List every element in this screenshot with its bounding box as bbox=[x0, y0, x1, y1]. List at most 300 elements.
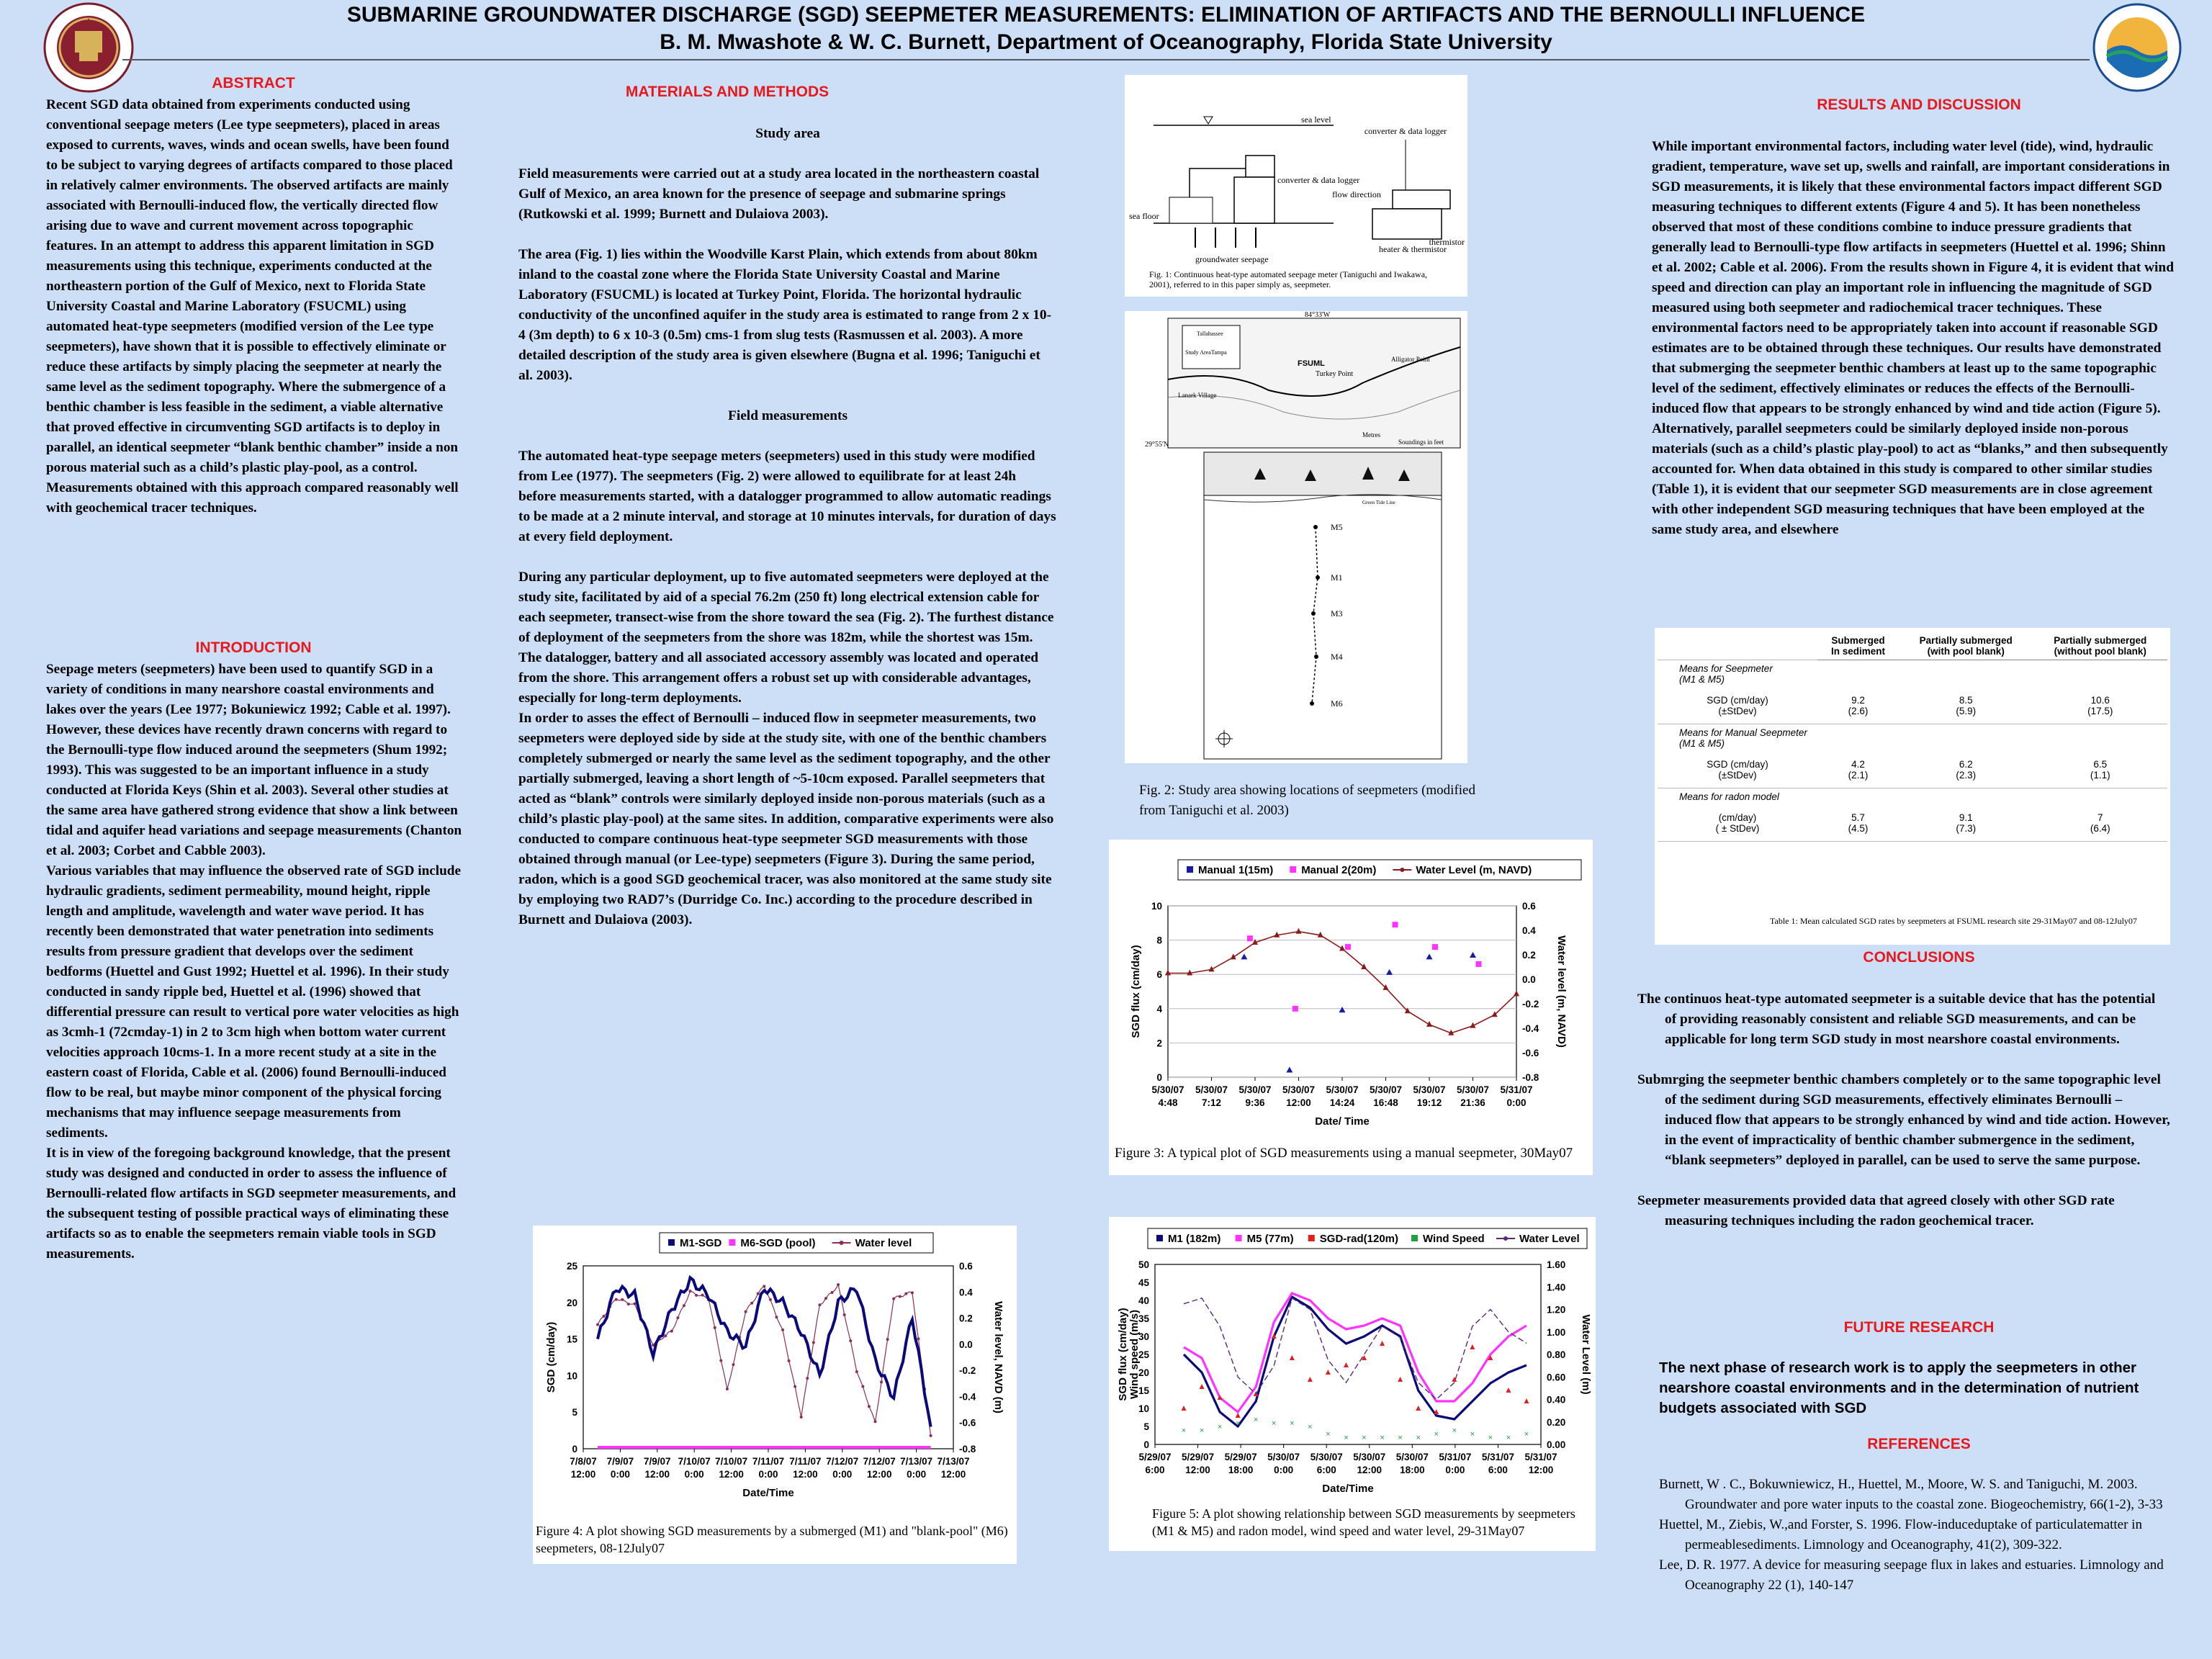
data-point-water-level bbox=[886, 1338, 889, 1341]
x-tick-label: 5/30/07 bbox=[1282, 1084, 1316, 1095]
x-tick-label: 5/30/07 bbox=[1238, 1084, 1272, 1095]
field-paragraph: During any particular deployment, up to five automated seepmeters were deployed at the study site, facilitated by aid of a special 76.2m (250 ft) long electrical extension cable for each seepmeter, transect-wise from the shore toward the sea (Fig. 2). The furthest distance of deployment of the seepmeters from the shore was 182m, while the shortest was 15m. The datalogger, battery and all associated accessory assembly was located and operated from the shore. This arrangement offers a robust set up with considerable advantages, especially for long-term deployments. bbox=[518, 570, 1054, 706]
x-tick-label: 7/13/07 bbox=[937, 1456, 970, 1467]
figure-3-panel bbox=[1109, 840, 1593, 1175]
y2-axis-label: Water level, NAVD (m) bbox=[992, 1301, 1004, 1413]
x-tick-label: 0:00 bbox=[832, 1469, 853, 1480]
map-label: Tallahassee bbox=[1197, 331, 1223, 337]
table-row-label: SGD (cm/day) (±StDev) bbox=[1707, 695, 1768, 716]
y2-tick-label: -0.6 bbox=[1522, 1048, 1539, 1058]
x-tick-label: 0:00 bbox=[907, 1469, 927, 1480]
fig1-label: thermistor bbox=[1429, 237, 1465, 247]
data-point-water-level bbox=[615, 1298, 618, 1301]
data-point-manual-2 bbox=[1345, 944, 1351, 950]
legend-label: Wind Speed bbox=[1423, 1233, 1485, 1245]
data-point-manual-2 bbox=[1393, 922, 1398, 927]
x-tick-label: 12:00 bbox=[1286, 1097, 1311, 1108]
x-tick-label: 16:48 bbox=[1373, 1097, 1398, 1108]
data-point-wind-speed: × bbox=[1290, 1419, 1295, 1428]
map-label: 84°33'W bbox=[1305, 311, 1331, 319]
data-point-manual-2 bbox=[1432, 944, 1438, 950]
data-point-water-level bbox=[683, 1304, 685, 1307]
field-paragraph: The automated heat-type seepage meters (seepmeters) used in this study were modified from Lee (1977). The seepmeters (Fig. 2) were allowed to equilibrate for at least 24h before measurements started, with a datalogger programmed to allow automatic readings to be made at a 2 minute interval, and storage at 10 minutes intervals, for duration of days at every field deployment. bbox=[518, 449, 1056, 544]
legend-label: M1-SGD bbox=[680, 1237, 722, 1249]
conclusions-heading: CONCLUSIONS bbox=[1863, 949, 1975, 966]
figure-2-caption: Fig. 2: Study area showing locations of seepmeters (modified from Taniguchi et al. 2003) bbox=[1139, 783, 1475, 818]
data-point-water-level bbox=[818, 1303, 821, 1306]
y-tick-label: 0 bbox=[1156, 1072, 1162, 1083]
data-point-manual-2 bbox=[1292, 1006, 1298, 1012]
table-header-cell: Submerged In sediment bbox=[1817, 632, 1899, 660]
y-tick-label: 10 bbox=[566, 1370, 577, 1382]
legend-label: M1 (182m) bbox=[1168, 1233, 1221, 1245]
x-tick-label: 7/12/07 bbox=[826, 1456, 859, 1467]
data-point-water-level bbox=[695, 1294, 698, 1297]
x-tick-label: 7/11/07 bbox=[789, 1456, 822, 1467]
y2-tick-label: -0.4 bbox=[1522, 1023, 1539, 1034]
legend-swatch bbox=[1156, 1235, 1163, 1241]
table-row bbox=[1658, 805, 2167, 842]
x-tick-label: 7/12/07 bbox=[863, 1456, 896, 1467]
map-label: Alligator Point bbox=[1391, 356, 1430, 363]
study-area-heading: Study area bbox=[755, 126, 820, 141]
introduction-paragraph: Seepage meters (seepmeters) have been used to quantify SGD in a variety of conditions in many nearshore coastal environments and lakes over the years (Lee 1977; Bokuniewicz 1992; Cable et al. 1997). However, these devices have recently drawn concerns with regard to the Bernoulli-type flow induced around the seepmeters (Shum 1992; 1993). This was suggested to be an important influence in a study conducted at Florida Keys (Shin et al. 2003). Several other studies at the same area have gathered strong evidence that show a link between tidal and aquifer head variations and seepage measurements (Chanton et al. 2003; Corbet and Cabble 2003). bbox=[46, 662, 462, 858]
y2-tick-label: 0.2 bbox=[959, 1313, 973, 1324]
fig1-label: sea floor bbox=[1129, 211, 1159, 221]
x-tick-label: 5/31/07 bbox=[1500, 1084, 1533, 1095]
map-label: 29°55'N bbox=[1145, 441, 1169, 449]
y-axis-label: SGD flux (cm/day) bbox=[1117, 1308, 1129, 1401]
data-point-water-level bbox=[917, 1337, 920, 1340]
map-label: Lanark Village bbox=[1178, 392, 1217, 399]
y2-tick-label: 0.6 bbox=[959, 1261, 973, 1272]
data-point-wind-speed: × bbox=[1434, 1430, 1439, 1439]
y2-tick-label: 1.20 bbox=[1547, 1304, 1566, 1316]
x-tick-label: 12:00 bbox=[570, 1469, 596, 1480]
data-point-water-level bbox=[719, 1359, 722, 1362]
x-tick-label: 12:00 bbox=[1357, 1465, 1382, 1475]
x-tick-label: 14:24 bbox=[1329, 1097, 1355, 1108]
data-point-water-level bbox=[899, 1295, 902, 1298]
x-tick-label: 5/30/07 bbox=[1369, 1084, 1403, 1095]
table-row bbox=[1658, 752, 2167, 788]
y2-tick-label: 0.00 bbox=[1547, 1439, 1566, 1450]
y-tick-label: 10 bbox=[1138, 1403, 1149, 1414]
data-point-wind-speed: × bbox=[1217, 1423, 1223, 1431]
data-point-water-level bbox=[689, 1290, 692, 1292]
x-tick-label: 0:00 bbox=[610, 1469, 630, 1480]
abstract-text bbox=[46, 95, 462, 518]
references-list bbox=[1659, 1475, 2180, 1596]
data-point-water-level bbox=[757, 1292, 760, 1295]
data-point-water-level bbox=[732, 1363, 734, 1366]
figure-3-chart bbox=[1109, 840, 1593, 1175]
y2-tick-label: -0.8 bbox=[1522, 1072, 1539, 1083]
table-group-row bbox=[1658, 724, 2167, 752]
map-label: Study Area bbox=[1185, 349, 1211, 356]
map-label: Tampa bbox=[1211, 349, 1227, 356]
table-cell: 7 (6.4) bbox=[2090, 812, 2110, 834]
introduction-paragraph: Various variables that may influence the observed rate of SGD include hydraulic gradients, sediment permeability, mound height, ripple length and amplitude, wavelength and water wave period. It has recently been demonstrated that water penetration into sediments results from pressure gradient that develops over the sediment bedforms (Huettel and Gust 1992; Huettel et al. 1996). In their study conducted in sandy ripple bed, Huettel et al. (1996) showed that differential pressure can result to vertical pore water velocities as high as 3cmh-1 (72cmday-1) in 2 to 3cm high when bottom water current velocities approach 10cms-1. In a more recent study at a site in the eastern coast of Florida, Cable et al. (2006) found Bernoulli-induced flow to be real, but maybe minor component of the physical forcing mechanisms that may influence seepage measurements from sediments. bbox=[46, 863, 461, 1141]
data-point-water-level bbox=[843, 1313, 846, 1316]
data-point-manual-2 bbox=[1476, 961, 1482, 967]
data-point-water-level bbox=[726, 1388, 729, 1390]
x-tick-label: 5/30/07 bbox=[1456, 1084, 1490, 1095]
x-tick-label: 5/31/07 bbox=[1481, 1452, 1514, 1462]
legend-swatch bbox=[729, 1239, 735, 1246]
data-point-water-level bbox=[800, 1416, 803, 1419]
x-tick-label: 5/29/07 bbox=[1224, 1452, 1257, 1462]
poster-title: SUBMARINE GROUNDWATER DISCHARGE (SGD) SEEPMETER MEASUREMENTS: ELIMINATION OF ARTIFACTS AND THE BERNOULLI INFLUENCE bbox=[346, 3, 1866, 27]
data-point-water-level bbox=[750, 1302, 753, 1305]
data-point-wind-speed: × bbox=[1488, 1434, 1493, 1442]
header-divider bbox=[122, 59, 2090, 60]
x-tick-label: 0:00 bbox=[1274, 1465, 1294, 1475]
data-point-water-level bbox=[781, 1328, 784, 1331]
legend-swatch bbox=[1236, 1235, 1242, 1241]
figure-4-caption: Figure 4: A plot showing SGD measurements by a submerged (M1) and "blank-pool" (M6) seepmeters, 08-12July07 bbox=[536, 1524, 1008, 1555]
data-point-water-level bbox=[930, 1434, 932, 1437]
data-point-water-level bbox=[892, 1298, 895, 1300]
y-axis-label: SGD (cm/day) bbox=[545, 1321, 557, 1393]
legend-swatch bbox=[1503, 1236, 1508, 1241]
x-tick-label: 5/30/07 bbox=[1267, 1452, 1300, 1462]
data-point-water-level bbox=[880, 1380, 883, 1383]
data-point-water-level bbox=[633, 1303, 636, 1305]
table-group-row bbox=[1658, 660, 2167, 688]
fig1-label: converter & data logger bbox=[1277, 175, 1360, 185]
x-tick-label: 6:00 bbox=[1145, 1465, 1165, 1475]
x-tick-label: 12:00 bbox=[793, 1469, 818, 1480]
data-point-water-level bbox=[763, 1285, 765, 1287]
figure-1-caption: Fig. 1: Continuous heat-type automated seepage meter (Taniguchi and Iwakawa, 2001), referred to in this paper simply as, seepmeter. bbox=[1149, 269, 1428, 289]
y-tick-label: 6 bbox=[1156, 969, 1162, 981]
data-point-water-level bbox=[701, 1294, 704, 1297]
y2-tick-label: -0.2 bbox=[1522, 999, 1539, 1010]
table-row-label: (cm/day) ( ± StDev) bbox=[1715, 812, 1760, 834]
legend-swatch bbox=[668, 1239, 675, 1246]
y2-tick-label: -0.4 bbox=[959, 1391, 976, 1403]
y-tick-label: 5 bbox=[572, 1407, 577, 1419]
introduction-heading: INTRODUCTION bbox=[195, 639, 312, 656]
x-tick-label: 5/30/07 bbox=[1151, 1084, 1184, 1095]
legend-label: Manual 2(20m) bbox=[1301, 864, 1377, 876]
table-header-cell: Partially submerged (with pool blank) bbox=[1899, 632, 2033, 660]
figure-5-chart bbox=[1109, 1217, 1596, 1514]
data-point-water-level bbox=[769, 1298, 772, 1301]
table-cell: 9.1 (7.3) bbox=[1956, 812, 1977, 834]
oceanography-logo bbox=[2091, 3, 2183, 92]
study-area-paragraph: The area (Fig. 1) lies within the Woodville Karst Plain, which extends from about 80km inland to the coastal zone where the Florida State University Coastal and Marine Laboratory (FSUCML) is located at Turkey Point, Florida. The horizontal hydraulic conductivity of the unconfined aquifer in the study area is estimated to range from 2 x 10-4 (3m depth) to 6 x 10-3 (0.5m) cms-1 from slug tests (Rasmussen et al. 2003). A more detailed description of the study area is given elsewhere (Bugna et al. 1996; Taniguchi et al. 2003). bbox=[518, 247, 1052, 383]
table-group-title: Means for Seepmeter (M1 & M5) bbox=[1658, 660, 2167, 688]
plot-area bbox=[1155, 1264, 1541, 1444]
y-tick-label: 50 bbox=[1138, 1259, 1149, 1270]
x-tick-label: 7/13/07 bbox=[900, 1456, 933, 1467]
data-point-manual-2 bbox=[1247, 935, 1253, 941]
y2-tick-label: 0.60 bbox=[1547, 1372, 1566, 1383]
introduction-paragraph: It is in view of the foregoing background knowledge, that the present study was designed and conducted in order to assess the influence of Bernoulli-related flow artifacts in SGD seepmeter measurements, and the subsequent testing of possible practical ways of eliminating these artifacts so as to enable the seepmeters remain viable tools in SGD measurements. bbox=[46, 1146, 457, 1262]
legend-swatch bbox=[1290, 866, 1296, 873]
data-point-water-level bbox=[670, 1330, 673, 1333]
table-cell: 4.2 (2.1) bbox=[1848, 759, 1869, 781]
methods-text bbox=[518, 124, 1057, 930]
figure-5-caption: Figure 5: A plot showing relationship between SGD measurements by seepmeters (M1 & M5) and radon model, wind speed and water level, 29-31May07 bbox=[1152, 1506, 1575, 1538]
table-row-label: SGD (cm/day) (±StDev) bbox=[1707, 759, 1768, 781]
fig1-label: converter & data logger bbox=[1364, 126, 1447, 136]
y-tick-label: 40 bbox=[1138, 1295, 1149, 1306]
table-cell: 10.6 (17.5) bbox=[2087, 695, 2113, 716]
table-header-cell bbox=[1658, 632, 1817, 660]
x-tick-label: 5/30/07 bbox=[1195, 1084, 1228, 1095]
table-group-row bbox=[1658, 788, 2167, 806]
data-point-water-level bbox=[603, 1315, 606, 1318]
x-tick-label: 7/10/07 bbox=[715, 1456, 748, 1467]
data-point-water-level bbox=[596, 1323, 599, 1326]
table-cell: 9.2 (2.6) bbox=[1848, 695, 1869, 716]
x-tick-label: 7/10/07 bbox=[678, 1456, 711, 1467]
x-tick-label: 9:36 bbox=[1245, 1097, 1265, 1108]
data-point-water-level bbox=[806, 1377, 809, 1380]
y2-tick-label: 0.40 bbox=[1547, 1394, 1566, 1406]
conclusion-item: Submrging the seepmeter benthic chambers completely or to the same topographic level of the sediment during SGD measurements, effectively eliminates Bernoulli – induced flow that appears to be strongly enhanced by wind and tide action. However, in the event of impracticality of benthic chamber submergence in the sediment, “blank seepmeters” deployed in parallel, can be used to serve the same purpose. bbox=[1637, 1072, 2170, 1168]
x-tick-label: 12:00 bbox=[1185, 1465, 1210, 1475]
data-point-wind-speed: × bbox=[1253, 1416, 1259, 1424]
y2-tick-label: 0.4 bbox=[959, 1287, 973, 1298]
data-point-water-level bbox=[904, 1292, 907, 1295]
fig1-label: groundwater seepage bbox=[1195, 254, 1269, 264]
reference-item: Lee, D. R. 1977. A device for measuring seepage flux in lakes and estuaries. Limnology and Oceanography 22 (1), 140-147 bbox=[1659, 1557, 2164, 1593]
data-point-water-level bbox=[861, 1385, 864, 1388]
x-tick-label: 7/11/07 bbox=[752, 1456, 785, 1467]
table-1-caption: Table 1: Mean calculated SGD rates by seepmeters at FSUML research site 29-31May07 and 08-12July07 bbox=[1770, 916, 2137, 926]
y2-tick-label: -0.2 bbox=[959, 1365, 976, 1377]
x-tick-label: 12:00 bbox=[644, 1469, 670, 1480]
abstract-heading: ABSTRACT bbox=[212, 75, 295, 91]
data-point-water-level bbox=[788, 1359, 791, 1362]
x-tick-label: 5/30/07 bbox=[1326, 1084, 1359, 1095]
data-point-wind-speed: × bbox=[1470, 1430, 1475, 1439]
data-point-wind-speed: × bbox=[1235, 1419, 1241, 1428]
data-point-water-level bbox=[855, 1370, 858, 1373]
y-tick-label: 15 bbox=[566, 1334, 577, 1345]
future-research-heading: FUTURE RESEARCH bbox=[1843, 1319, 1995, 1336]
data-point-wind-speed: × bbox=[1272, 1419, 1277, 1428]
figure-5-panel bbox=[1109, 1217, 1596, 1551]
fig1-label: sea level bbox=[1301, 114, 1331, 125]
table-cell: 8.5 (5.9) bbox=[1956, 695, 1977, 716]
references-heading: REFERENCES bbox=[1867, 1436, 1971, 1452]
y-tick-label: 20 bbox=[1138, 1367, 1149, 1378]
data-point-water-level bbox=[824, 1297, 827, 1300]
seepmeter-label: M1 bbox=[1331, 572, 1343, 583]
x-tick-label: 5/30/07 bbox=[1413, 1084, 1446, 1095]
x-tick-label: 5/31/07 bbox=[1524, 1452, 1557, 1462]
data-point-water-level bbox=[874, 1420, 877, 1423]
data-point-water-level bbox=[831, 1291, 834, 1294]
y2-tick-label: 1.60 bbox=[1547, 1259, 1566, 1270]
table-cell: 6.5 (1.1) bbox=[2090, 759, 2110, 781]
x-axis-label: Date/Time bbox=[1322, 1483, 1374, 1495]
seepmeter-label: M4 bbox=[1331, 652, 1343, 662]
legend-label: Water Level bbox=[1519, 1233, 1580, 1245]
data-point-wind-speed: × bbox=[1380, 1434, 1385, 1442]
y-tick-label: 25 bbox=[566, 1261, 577, 1272]
map-label: Turkey Point bbox=[1316, 370, 1354, 378]
future-research-text: The next phase of research work is to apply the seepmeters in other nearshore coastal environments and in the determination of nutrient budgets associated with SGD bbox=[1659, 1359, 2139, 1416]
data-point-wind-speed: × bbox=[1199, 1426, 1205, 1435]
study-area-paragraph: Field measurements were carried out at a study area located in the northeastern coastal Gulf of Mexico, an area known for the presence of seepage and submarine springs (Rutkowski et al. 1999; Burnett and Dulaiova 2003). bbox=[518, 166, 1040, 222]
figure-2-map bbox=[1125, 311, 1467, 763]
seepmeter-label: M5 bbox=[1331, 522, 1343, 532]
x-tick-label: 12:00 bbox=[940, 1469, 966, 1480]
table-1 bbox=[1658, 632, 2167, 842]
data-point-water-level bbox=[775, 1316, 778, 1318]
legend-swatch bbox=[840, 1241, 844, 1245]
data-point-wind-speed: × bbox=[1181, 1426, 1187, 1435]
x-tick-label: 6:00 bbox=[1488, 1465, 1508, 1475]
y-tick-label: 45 bbox=[1138, 1277, 1149, 1288]
data-point-wind-speed: × bbox=[1362, 1434, 1367, 1442]
data-point-wind-speed: × bbox=[1506, 1434, 1511, 1442]
y2-tick-label: -0.6 bbox=[959, 1417, 976, 1429]
y-tick-label: 10 bbox=[1151, 901, 1162, 912]
x-tick-label: 0:00 bbox=[684, 1469, 704, 1480]
data-point-wind-speed: × bbox=[1416, 1434, 1421, 1442]
y-tick-label: 20 bbox=[566, 1297, 577, 1308]
x-tick-label: 0:00 bbox=[758, 1469, 778, 1480]
y-tick-label: 8 bbox=[1156, 935, 1162, 946]
legend-label: SGD-rad(120m) bbox=[1319, 1233, 1399, 1245]
x-axis-label: Date/Time bbox=[742, 1487, 794, 1499]
figure-4-chart bbox=[533, 1226, 1017, 1521]
data-point-water-level bbox=[868, 1405, 871, 1408]
data-point-water-level bbox=[621, 1298, 624, 1301]
y2-tick-label: 0.0 bbox=[1522, 974, 1536, 985]
reference-item: Burnett, W . C., Bokuwniewicz, H., Huettel, M., Moore, W. S. and Taniguchi, M. 2003. Groundwater and pore water inputs to the coastal zone. Biogeochemistry, 66(1-2), 3-33 bbox=[1659, 1477, 2163, 1512]
y2-tick-label: 1.00 bbox=[1547, 1326, 1566, 1338]
conclusion-item: Seepmeter measurements provided data that agreed closely with other SGD rate measuring techniques including the radon geochemical tracer. bbox=[1637, 1193, 2115, 1228]
figure-1-panel bbox=[1125, 75, 1467, 297]
data-point-water-level bbox=[849, 1339, 852, 1342]
x-tick-label: 18:00 bbox=[1400, 1465, 1425, 1475]
y2-tick-label: 0.2 bbox=[1522, 950, 1536, 961]
y-tick-label: 30 bbox=[1138, 1331, 1149, 1342]
data-point-water-level bbox=[793, 1385, 796, 1388]
y2-tick-label: 0.20 bbox=[1547, 1416, 1566, 1428]
legend-label: Water Level (m, NAVD) bbox=[1416, 864, 1532, 876]
data-point-water-level bbox=[745, 1310, 747, 1313]
legend-label: M5 (77m) bbox=[1246, 1233, 1294, 1245]
x-tick-label: 5/29/07 bbox=[1138, 1452, 1172, 1462]
methods-heading: MATERIALS AND METHODS bbox=[625, 84, 830, 100]
x-tick-label: 0:00 bbox=[1506, 1097, 1527, 1108]
figure-3-caption: Figure 3: A typical plot of SGD measurements using a manual seepmeter, 30May07 bbox=[1115, 1146, 1573, 1161]
y-tick-label: 5 bbox=[1143, 1421, 1149, 1432]
data-point-wind-speed: × bbox=[1326, 1430, 1331, 1439]
data-point-water-level bbox=[627, 1303, 630, 1305]
y-axis-label-2: Wind speed (m/s) bbox=[1128, 1309, 1141, 1400]
data-point-water-level bbox=[837, 1283, 840, 1286]
x-tick-label: 5/30/07 bbox=[1353, 1452, 1386, 1462]
table-cell: 5.7 (4.5) bbox=[1848, 812, 1869, 834]
introduction-text bbox=[46, 660, 462, 1264]
data-point-water-level bbox=[911, 1291, 914, 1294]
y2-axis-label: Water Level (m) bbox=[1580, 1314, 1592, 1395]
y-tick-label: 0 bbox=[1143, 1439, 1149, 1450]
conclusions-list bbox=[1637, 989, 2170, 1231]
abstract-paragraph: Recent SGD data obtained from experiments conducted using conventional seepage meters (Lee type seepmeters), placed in areas exposed to currents, waves, winds and ocean swells, have been found to be subject to varying degrees of artifacts compared to those placed in relatively calmer environments. The observed artifacts are mainly associated with Bernoulli-induced flow, the vertically directed flow arising due to wave and current movement across topographic features. In an attempt to address this apparent limitation in SGD measurements using this technique, experiments conducted at the northeastern portion of the Gulf of Mexico, next to Florida State University Coastal and Marine Laboratory (FSUCML) using automated heat-type seepmeters (modified version of the Lee type seepmeters), have shown that it is possible to effectively eliminate or reduce these artifacts by simply placing the seepmeter at nearly the same level as the sediment topography. Where the submergence of a benthic chamber is less feasible in the sediment, a viable alternative that proved effective in circumventing SGD artifacts is to deploy in parallel, an identical seepmeter “blank benthic chamber” inside a non porous material such as a child’s plastic play-pool, as a control. Measurements obtained with this approach compared reasonably well with geochemical tracer techniques. bbox=[46, 97, 459, 516]
y-tick-label: 15 bbox=[1138, 1385, 1149, 1396]
y2-tick-label: 0.6 bbox=[1522, 901, 1536, 912]
data-point-water-level bbox=[812, 1341, 815, 1344]
x-tick-label: 5/29/07 bbox=[1182, 1452, 1215, 1462]
results-text bbox=[1652, 137, 2176, 540]
legend-swatch bbox=[1411, 1235, 1418, 1241]
x-tick-label: 5/30/07 bbox=[1310, 1452, 1343, 1462]
table-cell: 6.2 (2.3) bbox=[1956, 759, 1977, 781]
figure-4-panel bbox=[533, 1226, 1017, 1564]
y2-tick-label: 1.40 bbox=[1547, 1282, 1566, 1293]
y2-tick-label: -0.8 bbox=[959, 1444, 976, 1455]
data-point-wind-speed: × bbox=[1452, 1426, 1457, 1435]
data-point-wind-speed: × bbox=[1344, 1434, 1349, 1442]
data-point-wind-speed: × bbox=[1524, 1430, 1529, 1439]
x-tick-label: 0:00 bbox=[1445, 1465, 1465, 1475]
table-group-title: Means for Manual Seepmeter (M1 & M5) bbox=[1658, 724, 2167, 752]
table-row bbox=[1658, 688, 2167, 724]
field-heading: Field measurements bbox=[727, 408, 848, 423]
y-axis-label: SGD flux (cm/day) bbox=[1130, 945, 1142, 1038]
table-1-panel bbox=[1655, 628, 2170, 945]
conclusion-item: The continuos heat-type automated seepmeter is a suitable device that has the potential of providing reasonably consistent and reliable SGD measurements, and can be applicable for long term SGD study in most nearshore coastal environments. bbox=[1637, 992, 2156, 1047]
poster-header bbox=[0, 0, 2212, 60]
results-paragraph: While important environmental factors, including water level (tide), wind, hydraulic gradient, temperature, wave set up, swells and rainfall, are important considerations in SGD measurements, it is likely that these environmental factors impact different SGD measuring techniques to different extents (Figure 4 and 5). It has been nonetheless observed that most of these conditions combine to induce pressure gradients that generally lead to Bernoulli-type flow artifacts in seepmeters (Huettel et al. 1996; Shinn et al. 2002; Cable et al. 2006). From the results shown in Figure 4, it is evident that wind speed and direction can play an important role in influencing the magnitude of SGD measured using both seepmeter and radiochemical tracer techniques. These environmental factors need to be appropriately taken into account if reasonable SGD estimates are to be obtained through these techniques. Our results have demonstrated that submerging the seepmeter benthic chambers at least up to the same topographic level of the sediment, effectively eliminates or reduces the effects of the Bernoulli-induced flow that appears to be strongly enhanced by wind and tide action (Figure 5). Alternatively, parallel seepmeters could be similarly deployed inside non-porous materials (such as a child’s plastic play-pool) to act as “blanks,” and then subsequently accounted for. When data obtained in this study is compared to other similar studies (Table 1), it is evident that our seepmeter SGD measurements are in close agreement with other independent SGD measuring techniques that have been employed at the same study area, and elsewhere bbox=[1652, 139, 2174, 537]
legend-label: Water level bbox=[855, 1237, 912, 1249]
figure-1-diagram bbox=[1125, 75, 1467, 269]
seepmeter-label: M6 bbox=[1331, 698, 1343, 709]
y2-tick-label: 0.0 bbox=[959, 1339, 973, 1350]
x-tick-label: 21:36 bbox=[1460, 1097, 1485, 1108]
data-point-wind-speed: × bbox=[1308, 1423, 1313, 1431]
x-tick-label: 7/9/07 bbox=[644, 1456, 671, 1467]
map-label: Metres bbox=[1362, 431, 1380, 439]
poster-authors: B. M. Mwashote & W. C. Burnett, Department of Oceanography, Florida State University bbox=[660, 30, 1552, 54]
legend-label: Manual 1(15m) bbox=[1198, 864, 1274, 876]
table-header-row bbox=[1658, 632, 2167, 660]
data-point-water-level bbox=[676, 1316, 679, 1319]
table-group-title: Means for radon model bbox=[1658, 788, 2167, 806]
results-heading: RESULTS AND DISCUSSION bbox=[1817, 96, 2021, 113]
map-label: Green Tide Line bbox=[1362, 500, 1395, 505]
map-label: FSUML bbox=[1298, 359, 1325, 368]
table-header-cell: Partially submerged (without pool blank) bbox=[2033, 632, 2167, 660]
y2-axis-label: Water level (m, NAVD) bbox=[1555, 935, 1568, 1048]
map-label: Soundings in feet bbox=[1398, 439, 1444, 446]
legend-swatch bbox=[1308, 1235, 1315, 1241]
fig1-label: flow direction bbox=[1332, 189, 1381, 199]
figure-2-panel bbox=[1125, 311, 1467, 763]
y-tick-label: 35 bbox=[1138, 1313, 1149, 1324]
x-tick-label: 12:00 bbox=[1528, 1465, 1554, 1475]
x-tick-label: 19:12 bbox=[1416, 1097, 1442, 1108]
x-tick-label: 5/31/07 bbox=[1439, 1452, 1472, 1462]
x-tick-label: 7/8/07 bbox=[570, 1456, 597, 1467]
legend-label: M6-SGD (pool) bbox=[740, 1237, 816, 1249]
y-tick-label: 4 bbox=[1156, 1003, 1162, 1015]
x-tick-label: 6:00 bbox=[1316, 1465, 1336, 1475]
plot-area bbox=[1168, 906, 1516, 1077]
y2-tick-label: 0.80 bbox=[1547, 1349, 1566, 1360]
